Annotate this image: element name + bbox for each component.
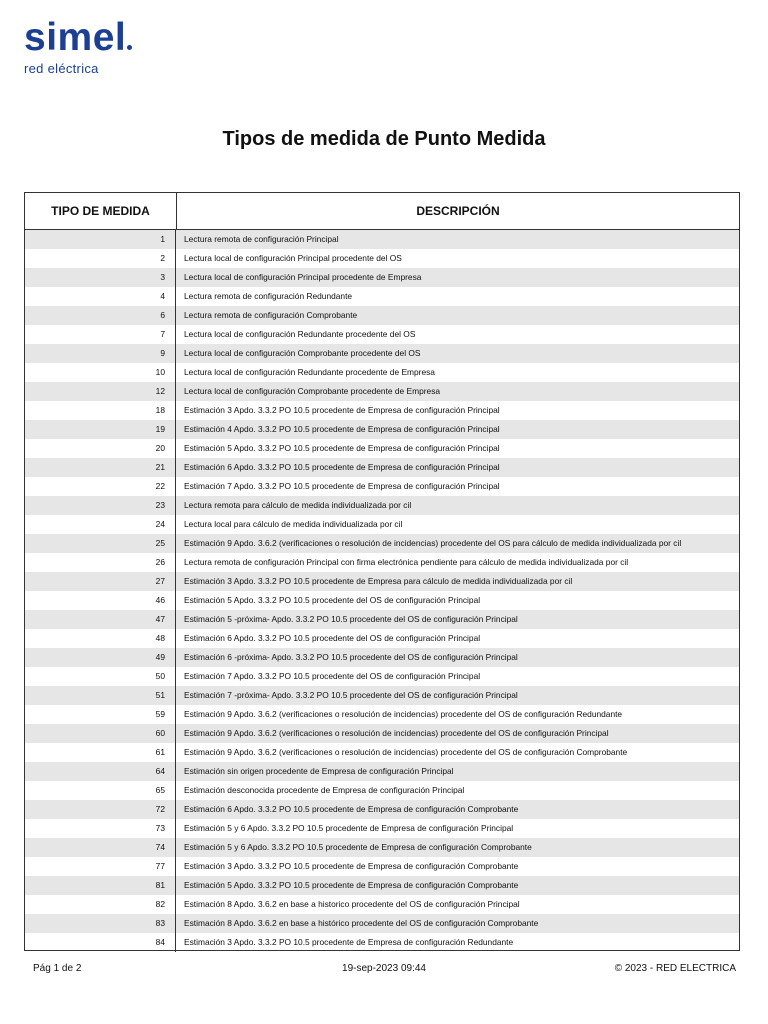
table-row <box>25 705 739 724</box>
cell-tipo-de-medida: 46 <box>25 591 176 610</box>
cell-tipo-de-medida: 84 <box>25 933 176 952</box>
table-row <box>25 477 739 496</box>
table-row <box>25 781 739 800</box>
table-row <box>25 496 739 515</box>
cell-descripcion: Estimación 5 y 6 Apdo. 3.3.2 PO 10.5 procedente de Empresa de configuración Principal <box>184 823 514 833</box>
table-row <box>25 648 739 667</box>
table-row <box>25 515 739 534</box>
table-row <box>25 249 739 268</box>
cell-descripcion: Estimación 7 Apdo. 3.3.2 PO 10.5 procedente de Empresa de configuración Principal <box>184 481 500 491</box>
cell-descripcion: Estimación sin origen procedente de Empresa de configuración Principal <box>184 766 454 776</box>
table-row <box>25 287 739 306</box>
cell-tipo-de-medida: 3 <box>25 268 176 287</box>
cell-descripcion: Estimación 9 Apdo. 3.6.2 (verificaciones o resolución de incidencias) procedente del OS de configuración Redundante <box>184 709 623 719</box>
logo-sub-text: red eléctrica <box>24 61 99 76</box>
table-row <box>25 800 739 819</box>
cell-descripcion: Lectura remota de configuración Redundante <box>184 291 353 301</box>
cell-tipo-de-medida: 20 <box>25 439 176 458</box>
table-row <box>25 629 739 648</box>
table-row <box>25 382 739 401</box>
page-title: Tipos de medida de Punto Medida <box>222 128 546 150</box>
cell-tipo-de-medida: 23 <box>25 496 176 515</box>
table-row <box>25 268 739 287</box>
table-row <box>25 933 739 952</box>
table-row <box>25 591 739 610</box>
table-row <box>25 344 739 363</box>
table-row <box>25 876 739 895</box>
cell-descripcion: Estimación 5 Apdo. 3.3.2 PO 10.5 procedente del OS de configuración Principal <box>184 595 481 605</box>
cell-descripcion: Estimación 6 Apdo. 3.3.2 PO 10.5 procedente del OS de configuración Principal <box>184 633 481 643</box>
cell-descripcion: Estimación 5 -próxima- Apdo. 3.3.2 PO 10.5 procedente del OS de configuración Principal <box>184 614 518 624</box>
table-row <box>25 743 739 762</box>
table-row <box>25 553 739 572</box>
cell-descripcion: Lectura local de configuración Principal procedente de Empresa <box>184 272 422 282</box>
header-descripcion: DESCRIPCIÓN <box>416 204 500 218</box>
cell-descripcion: Estimación 3 Apdo. 3.3.2 PO 10.5 procedente de Empresa para cálculo de medida individualizada por cil <box>184 576 573 586</box>
table-row <box>25 363 739 382</box>
table-header <box>25 193 739 230</box>
table-row <box>25 857 739 876</box>
table-row <box>25 401 739 420</box>
cell-descripcion: Estimación 9 Apdo. 3.6.2 (verificaciones o resolución de incidencias) procedente del OS para cálculo de medida individualizada por cil <box>184 538 682 548</box>
cell-descripcion: Lectura local de configuración Redundante procedente del OS <box>184 329 416 339</box>
cell-tipo-de-medida: 82 <box>25 895 176 914</box>
table-row <box>25 686 739 705</box>
table-row <box>25 420 739 439</box>
cell-tipo-de-medida: 77 <box>25 857 176 876</box>
cell-tipo-de-medida: 18 <box>25 401 176 420</box>
cell-descripcion: Lectura remota de configuración Principal <box>184 234 339 244</box>
cell-tipo-de-medida: 48 <box>25 629 176 648</box>
table-row <box>25 306 739 325</box>
cell-descripcion: Estimación 3 Apdo. 3.3.2 PO 10.5 procedente de Empresa de configuración Comprobante <box>184 861 519 871</box>
cell-tipo-de-medida: 1 <box>25 230 176 249</box>
cell-tipo-de-medida: 12 <box>25 382 176 401</box>
table-row <box>25 724 739 743</box>
copyright: © 2023 - RED ELECTRICA <box>614 963 736 974</box>
cell-descripcion: Estimación 5 Apdo. 3.3.2 PO 10.5 procedente de Empresa de configuración Comprobante <box>184 880 519 890</box>
cell-tipo-de-medida: 47 <box>25 610 176 629</box>
cell-descripcion: Lectura remota de configuración Comprobante <box>184 310 358 320</box>
table-row <box>25 572 739 591</box>
table-row <box>25 230 739 249</box>
cell-descripcion: Estimación 8 Apdo. 3.6.2 en base a histórico procedente del OS de configuración Comprobante <box>184 918 539 928</box>
table-row <box>25 325 739 344</box>
cell-tipo-de-medida: 72 <box>25 800 176 819</box>
cell-tipo-de-medida: 19 <box>25 420 176 439</box>
cell-descripcion: Lectura remota para cálculo de medida individualizada por cil <box>184 500 412 510</box>
cell-descripcion: Estimación 6 Apdo. 3.3.2 PO 10.5 procedente de Empresa de configuración Principal <box>184 462 500 472</box>
cell-descripcion: Estimación 5 y 6 Apdo. 3.3.2 PO 10.5 procedente de Empresa de configuración Comprobante <box>184 842 532 852</box>
cell-descripcion: Estimación 7 Apdo. 3.3.2 PO 10.5 procedente del OS de configuración Principal <box>184 671 481 681</box>
cell-tipo-de-medida: 61 <box>25 743 176 762</box>
cell-descripcion: Estimación 3 Apdo. 3.3.2 PO 10.5 procedente de Empresa de configuración Principal <box>184 405 500 415</box>
simel-logo <box>24 18 132 76</box>
cell-descripcion: Estimación 5 Apdo. 3.3.2 PO 10.5 procedente de Empresa de configuración Principal <box>184 443 500 453</box>
cell-tipo-de-medida: 83 <box>25 914 176 933</box>
table-row <box>25 439 739 458</box>
cell-tipo-de-medida: 6 <box>25 306 176 325</box>
table-row <box>25 667 739 686</box>
cell-descripcion: Lectura local de configuración Principal procedente del OS <box>184 253 402 263</box>
table-row <box>25 838 739 857</box>
cell-tipo-de-medida: 59 <box>25 705 176 724</box>
cell-tipo-de-medida: 51 <box>25 686 176 705</box>
cell-tipo-de-medida: 81 <box>25 876 176 895</box>
cell-tipo-de-medida: 60 <box>25 724 176 743</box>
cell-tipo-de-medida: 10 <box>25 363 176 382</box>
table-row <box>25 762 739 781</box>
cell-descripcion: Estimación 6 Apdo. 3.3.2 PO 10.5 procedente de Empresa de configuración Comprobante <box>184 804 519 814</box>
cell-descripcion: Estimación 4 Apdo. 3.3.2 PO 10.5 procedente de Empresa de configuración Principal <box>184 424 500 434</box>
cell-tipo-de-medida: 73 <box>25 819 176 838</box>
cell-descripcion: Lectura local de configuración Comprobante procedente del OS <box>184 348 421 358</box>
table-row <box>25 610 739 629</box>
header-tipo-de-medida: TIPO DE MEDIDA <box>25 193 177 229</box>
cell-tipo-de-medida: 22 <box>25 477 176 496</box>
cell-tipo-de-medida: 4 <box>25 287 176 306</box>
cell-descripcion: Estimación 7 -próxima- Apdo. 3.3.2 PO 10.5 procedente del OS de configuración Principal <box>184 690 518 700</box>
table-row <box>25 819 739 838</box>
cell-descripcion: Lectura remota de configuración Principal con firma electrónica pendiente para cálculo de medida individualizada por cil <box>184 557 629 567</box>
cell-tipo-de-medida: 64 <box>25 762 176 781</box>
page-number: Pág 1 de 2 <box>33 963 82 974</box>
cell-tipo-de-medida: 7 <box>25 325 176 344</box>
table-row <box>25 458 739 477</box>
logo-dot <box>127 45 132 50</box>
cell-descripcion: Estimación 3 Apdo. 3.3.2 PO 10.5 procedente de Empresa de configuración Redundante <box>184 937 514 947</box>
cell-tipo-de-medida: 26 <box>25 553 176 572</box>
cell-descripcion: Lectura local de configuración Comprobante procedente de Empresa <box>184 386 441 396</box>
table-row <box>25 895 739 914</box>
cell-descripcion: Lectura local para cálculo de medida individualizada por cil <box>184 519 403 529</box>
cell-tipo-de-medida: 25 <box>25 534 176 553</box>
cell-tipo-de-medida: 49 <box>25 648 176 667</box>
cell-descripcion: Lectura local de configuración Redundante procedente de Empresa <box>184 367 435 377</box>
cell-descripcion: Estimación 6 -próxima- Apdo. 3.3.2 PO 10.5 procedente del OS de configuración Principal <box>184 652 518 662</box>
table-row <box>25 914 739 933</box>
cell-descripcion: Estimación desconocida procedente de Empresa de configuración Principal <box>184 785 465 795</box>
measure-types-table <box>24 192 740 951</box>
table-body <box>25 230 739 952</box>
cell-descripcion: Estimación 9 Apdo. 3.6.2 (verificaciones o resolución de incidencias) procedente del OS de configuración Comprobante <box>184 747 628 757</box>
cell-tipo-de-medida: 24 <box>25 515 176 534</box>
print-datetime: 19-sep-2023 09:44 <box>342 963 426 974</box>
cell-tipo-de-medida: 65 <box>25 781 176 800</box>
cell-tipo-de-medida: 21 <box>25 458 176 477</box>
cell-tipo-de-medida: 9 <box>25 344 176 363</box>
logo-main-text: simel <box>24 18 132 58</box>
table-row <box>25 534 739 553</box>
cell-tipo-de-medida: 27 <box>25 572 176 591</box>
cell-descripcion: Estimación 9 Apdo. 3.6.2 (verificaciones o resolución de incidencias) procedente del OS de configuración Principal <box>184 728 609 738</box>
cell-tipo-de-medida: 2 <box>25 249 176 268</box>
cell-tipo-de-medida: 74 <box>25 838 176 857</box>
cell-descripcion: Estimación 8 Apdo. 3.6.2 en base a historico procedente del OS de configuración Principal <box>184 899 520 909</box>
cell-tipo-de-medida: 50 <box>25 667 176 686</box>
